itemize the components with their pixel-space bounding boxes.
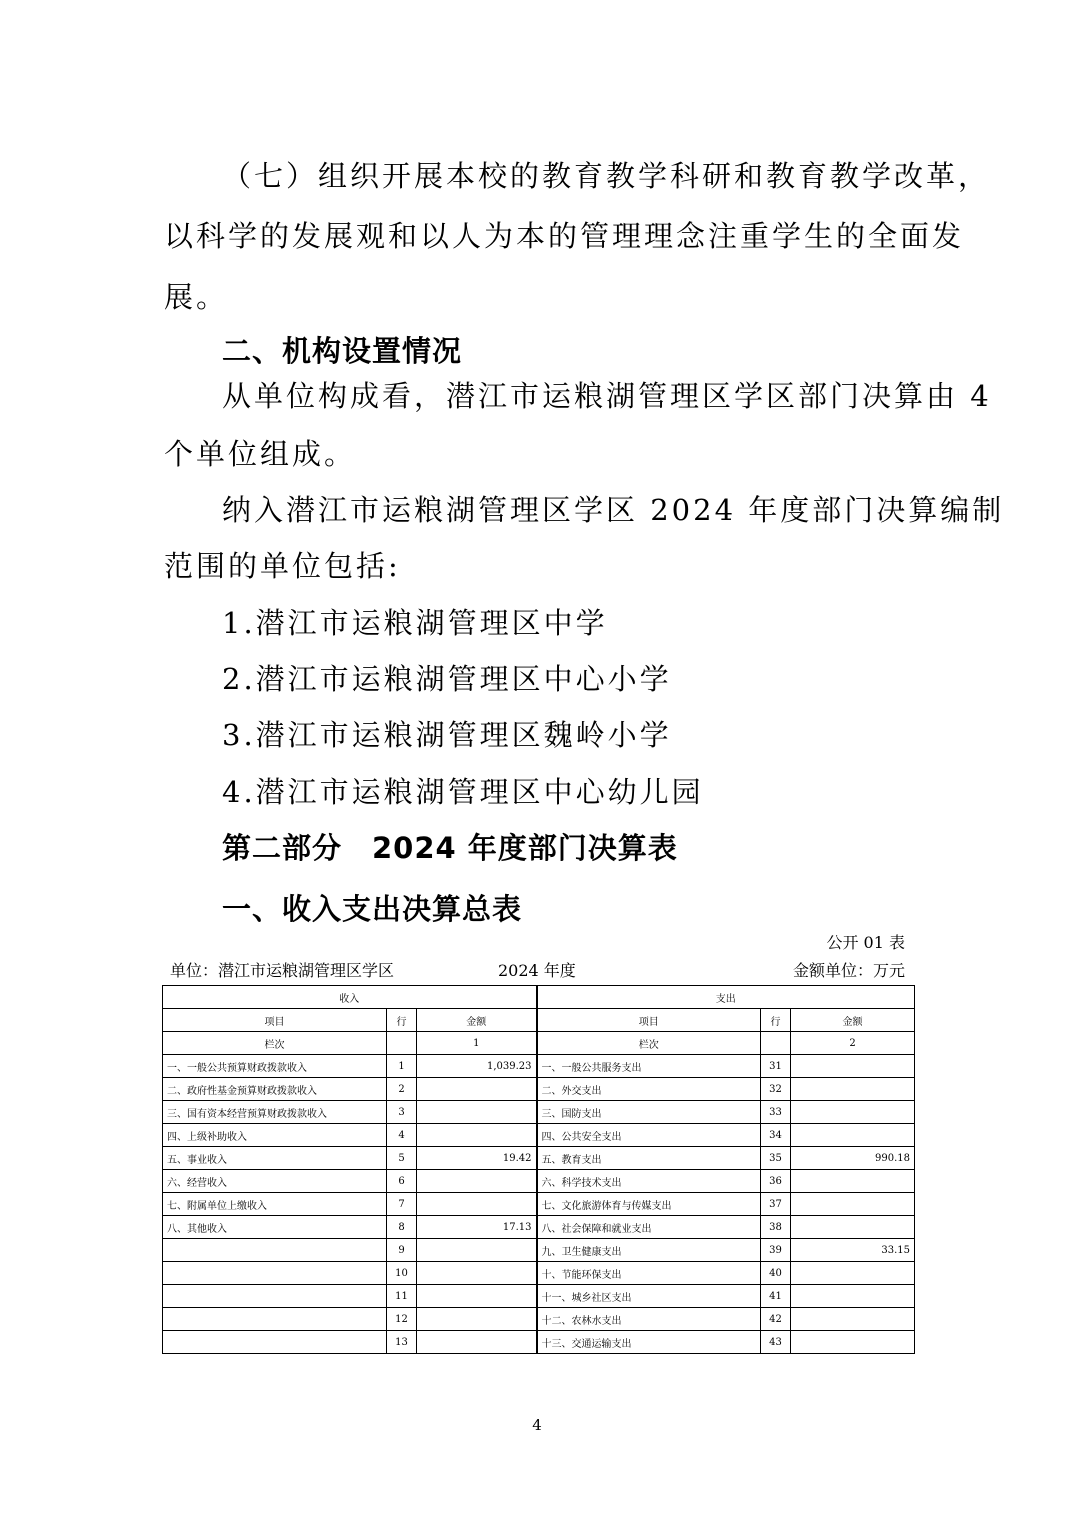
expense-item: 十三、交通运输支出 [537, 1331, 761, 1354]
income-item [163, 1308, 387, 1331]
unit-list-item: 2.潜江市运粮湖管理区中心小学 [222, 662, 672, 696]
income-amount [417, 1193, 537, 1216]
table-row [163, 1331, 915, 1354]
empty-cell [761, 1032, 791, 1055]
part-heading: 第二部分 2024 年度部门决算表 [222, 831, 678, 865]
expense-item: 十二、农林水支出 [537, 1308, 761, 1331]
col-lanci: 栏次 [163, 1032, 387, 1055]
expense-item: 五、教育支出 [537, 1147, 761, 1170]
expense-item: 三、国防支出 [537, 1101, 761, 1124]
expense-item: 二、外交支出 [537, 1078, 761, 1101]
income-row-number: 6 [387, 1170, 417, 1193]
expense-amount [791, 1078, 915, 1101]
expense-amount [791, 1216, 915, 1239]
page-number: 4 [532, 1416, 542, 1434]
table-row [163, 1239, 915, 1262]
unit-list-item: 3.潜江市运粮湖管理区魏岭小学 [222, 718, 672, 752]
expense-item: 十、节能环保支出 [537, 1262, 761, 1285]
income-item [163, 1285, 387, 1308]
income-amount: 19.42 [417, 1147, 537, 1170]
expense-row-number: 42 [761, 1308, 791, 1331]
expense-amount [791, 1331, 915, 1354]
expense-amount [791, 1285, 915, 1308]
empty-cell [387, 1032, 417, 1055]
income-header: 收入 [163, 986, 537, 1009]
income-amount [417, 1078, 537, 1101]
expense-item: 九、卫生健康支出 [537, 1239, 761, 1262]
table-heading: 一、收入支出决算总表 [222, 892, 523, 926]
expense-amount [791, 1055, 915, 1078]
table-row [163, 1285, 915, 1308]
expense-row-number: 34 [761, 1124, 791, 1147]
col-amount: 金额 [417, 1009, 537, 1032]
income-amount [417, 1170, 537, 1193]
table-row [163, 1216, 915, 1239]
expense-row-number: 40 [761, 1262, 791, 1285]
col-row: 行 [387, 1009, 417, 1032]
expense-row-number: 31 [761, 1055, 791, 1078]
paragraph-line: 以科学的发展观和以人为本的管理理念注重学生的全面发 [164, 219, 965, 253]
expense-item: 七、文化旅游体育与传媒支出 [537, 1193, 761, 1216]
expense-amount: 990.18 [791, 1147, 915, 1170]
expense-item: 八、社会保障和就业支出 [537, 1216, 761, 1239]
expense-row-number: 41 [761, 1285, 791, 1308]
income-row-number: 10 [387, 1262, 417, 1285]
table-row [163, 1124, 915, 1147]
expense-item: 四、公共安全支出 [537, 1124, 761, 1147]
income-row-number: 12 [387, 1308, 417, 1331]
expense-row-number: 36 [761, 1170, 791, 1193]
expense-row-number: 43 [761, 1331, 791, 1354]
income-amount [417, 1124, 537, 1147]
income-amount [417, 1239, 537, 1262]
expense-row-number: 39 [761, 1239, 791, 1262]
income-row-number: 4 [387, 1124, 417, 1147]
income-amount [417, 1308, 537, 1331]
income-item [163, 1331, 387, 1354]
income-row-number: 7 [387, 1193, 417, 1216]
table-row [163, 1262, 915, 1285]
expense-amount [791, 1308, 915, 1331]
table-row [163, 1055, 915, 1078]
income-amount [417, 1331, 537, 1354]
col-row: 行 [761, 1009, 791, 1032]
expense-item: 十一、城乡社区支出 [537, 1285, 761, 1308]
section-heading: 二、机构设置情况 [222, 334, 463, 368]
table-row [163, 1078, 915, 1101]
expense-item: 一、一般公共服务支出 [537, 1055, 761, 1078]
income-amount [417, 1262, 537, 1285]
table-column-row [163, 1009, 915, 1032]
income-item: 二、政府性基金预算财政拨款收入 [163, 1078, 387, 1101]
paragraph-line: 纳入潜江市运粮湖管理区学区 2024 年度部门决算编制 [222, 493, 1005, 527]
unit-list-item: 1.潜江市运粮湖管理区中学 [222, 606, 608, 640]
income-row-number: 1 [387, 1055, 417, 1078]
expense-amount: 33.15 [791, 1239, 915, 1262]
expense-row-number: 38 [761, 1216, 791, 1239]
income-row-number: 9 [387, 1239, 417, 1262]
form-number: 公开 01 表 [826, 933, 905, 952]
currency-label: 金额单位：万元 [792, 961, 905, 980]
expense-row-number: 35 [761, 1147, 791, 1170]
income-item: 七、附属单位上缴收入 [163, 1193, 387, 1216]
expense-amount [791, 1124, 915, 1147]
paragraph-line: 从单位构成看，潜江市运粮湖管理区学区部门决算由 4 [222, 379, 992, 413]
table-row [163, 1101, 915, 1124]
table-row [163, 1308, 915, 1331]
income-expense-table [162, 985, 915, 1354]
income-row-number: 2 [387, 1078, 417, 1101]
table-row [163, 1147, 915, 1170]
income-item: 六、经营收入 [163, 1170, 387, 1193]
income-item: 一、一般公共预算财政拨款收入 [163, 1055, 387, 1078]
expense-row-number: 32 [761, 1078, 791, 1101]
paragraph-line: 展。 [164, 280, 229, 314]
table-header-row [163, 986, 915, 1009]
col-item: 项目 [537, 1009, 761, 1032]
paragraph-line: （七）组织开展本校的教育教学科研和教育教学改革， [222, 159, 991, 193]
income-row-number: 8 [387, 1216, 417, 1239]
expense-header: 支出 [537, 986, 915, 1009]
income-row-number: 11 [387, 1285, 417, 1308]
expense-col-number: 2 [791, 1032, 915, 1055]
table-row [163, 1170, 915, 1193]
expense-item: 六、科学技术支出 [537, 1170, 761, 1193]
income-row-number: 5 [387, 1147, 417, 1170]
income-item: 八、其他收入 [163, 1216, 387, 1239]
expense-amount [791, 1262, 915, 1285]
expense-amount [791, 1193, 915, 1216]
income-item [163, 1239, 387, 1262]
income-amount [417, 1285, 537, 1308]
income-item: 四、上级补助收入 [163, 1124, 387, 1147]
income-amount [417, 1101, 537, 1124]
year-label: 2024 年度 [498, 961, 576, 980]
paragraph-line: 个单位组成。 [164, 437, 357, 471]
income-item [163, 1262, 387, 1285]
col-item: 项目 [163, 1009, 387, 1032]
expense-row-number: 37 [761, 1193, 791, 1216]
table-lanci-row [163, 1032, 915, 1055]
col-amount: 金额 [791, 1009, 915, 1032]
income-item: 五、事业收入 [163, 1147, 387, 1170]
income-col-number: 1 [417, 1032, 537, 1055]
income-row-number: 13 [387, 1331, 417, 1354]
unit-list-item: 4.潜江市运粮湖管理区中心幼儿园 [222, 775, 704, 809]
income-amount: 1,039.23 [417, 1055, 537, 1078]
table-row [163, 1193, 915, 1216]
unit-label: 单位：潜江市运粮湖管理区学区 [170, 961, 395, 980]
expense-row-number: 33 [761, 1101, 791, 1124]
income-amount: 17.13 [417, 1216, 537, 1239]
col-lanci: 栏次 [537, 1032, 761, 1055]
income-row-number: 3 [387, 1101, 417, 1124]
income-item: 三、国有资本经营预算财政拨款收入 [163, 1101, 387, 1124]
expense-amount [791, 1101, 915, 1124]
expense-amount [791, 1170, 915, 1193]
paragraph-line: 范围的单位包括: [164, 549, 401, 583]
